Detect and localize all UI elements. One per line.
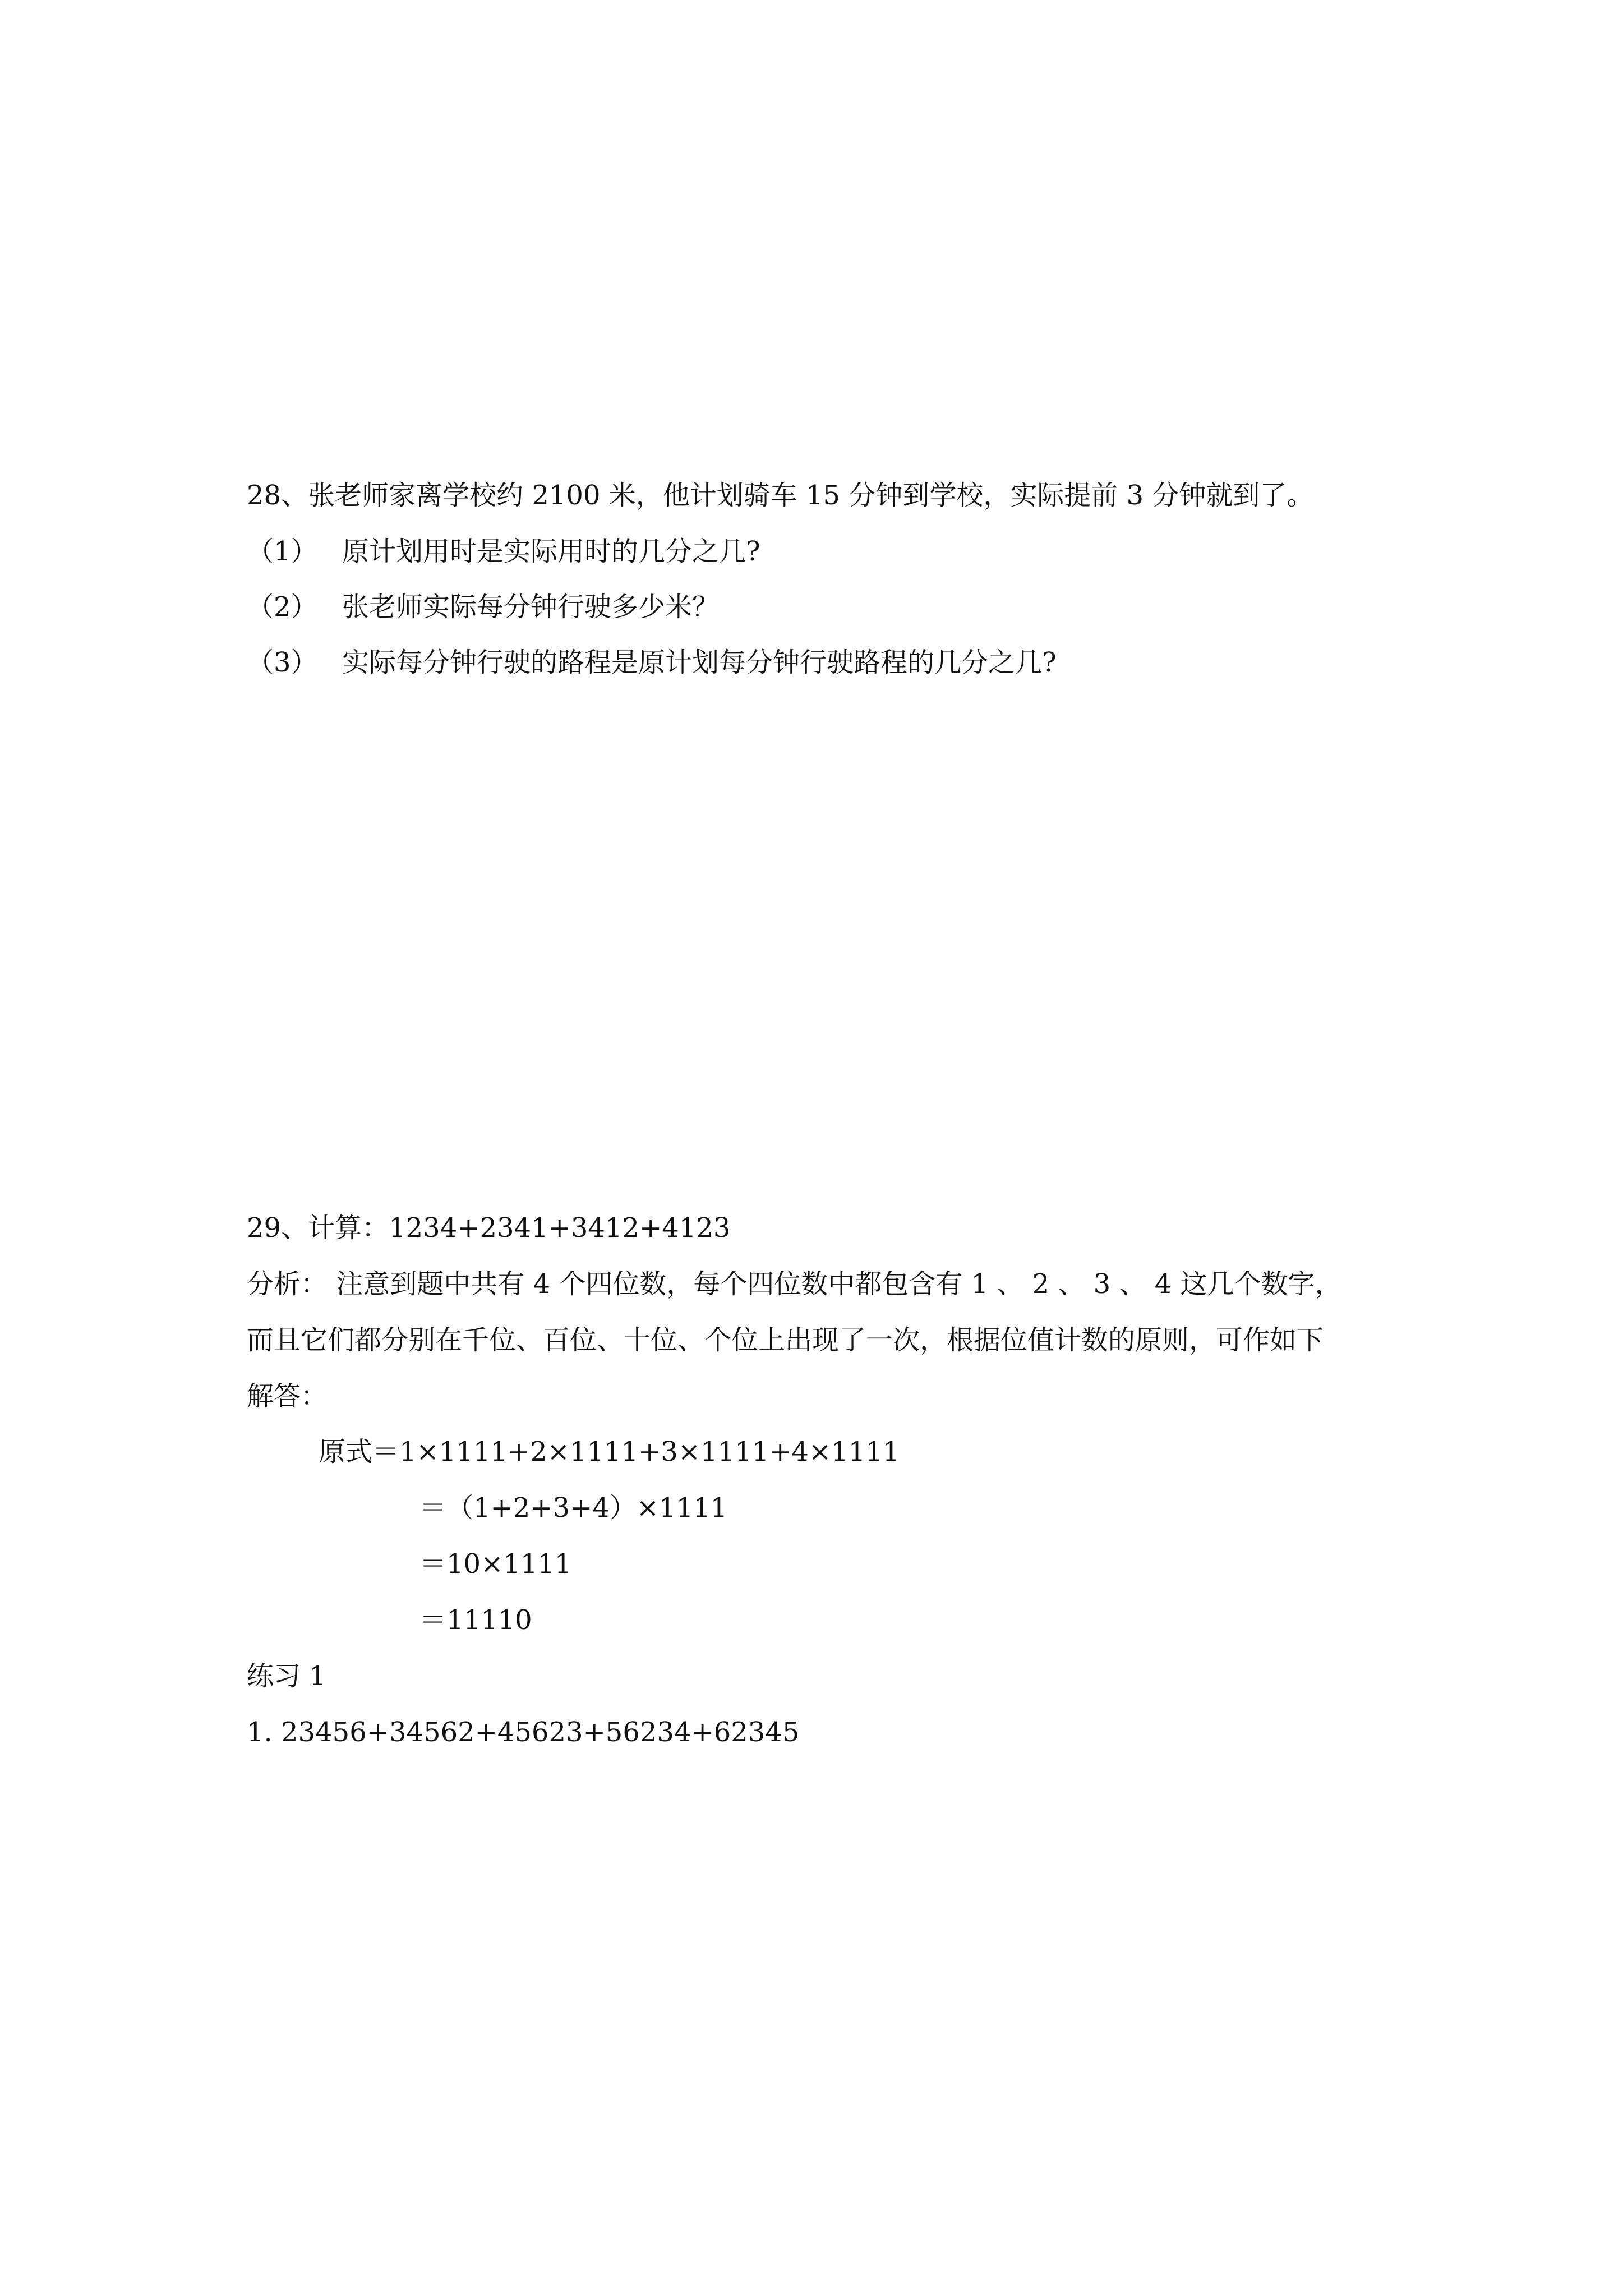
solution-step-4: ＝11110: [419, 1604, 532, 1636]
question-28-item-2: [247, 590, 719, 624]
solution-step-3: ＝10×1111: [419, 1548, 572, 1580]
item-text: 张老师实际每分钟行驶多少米？: [342, 591, 720, 623]
item-number: （2）: [247, 591, 318, 623]
question-28-item-3: [247, 646, 1057, 679]
practice-item-1: 1. 23456+34562+45623+56234+62345: [247, 1717, 800, 1748]
item-number: （3）: [247, 647, 318, 678]
solution-step-1: 原式＝1×1111+2×1111+3×1111+4×1111: [319, 1436, 900, 1467]
question-28-item-1: [247, 535, 760, 568]
item-text: 实际每分钟行驶的路程是原计划每分钟行驶路程的几分之几?: [342, 647, 1057, 678]
question-28-title: 28、张老师家离学校约 2100 米，他计划骑车 15 分钟到学校，实际提前 3 分钟就到了。: [247, 480, 1314, 511]
solution-step-2: ＝（1+2+3+4）×1111: [419, 1492, 728, 1524]
item-number: （1）: [247, 536, 318, 567]
question-29-title: 29、计算：1234+2341+3412+4123: [247, 1212, 731, 1244]
analysis-line-3: 解答：: [247, 1381, 328, 1412]
practice-title: 练习 1: [247, 1660, 326, 1692]
analysis-line-1: 分析： 注意到题中共有 4 个四位数，每个四位数中都包含有 1 、 2 、 3 、 4 这几个数字，: [247, 1268, 1342, 1300]
item-text: 原计划用时是实际用时的几分之几?: [342, 536, 760, 567]
analysis-line-2: 而且它们都分别在千位、百位、十位、个位上出现了一次，根据位值计数的原则，可作如下: [247, 1324, 1324, 1356]
